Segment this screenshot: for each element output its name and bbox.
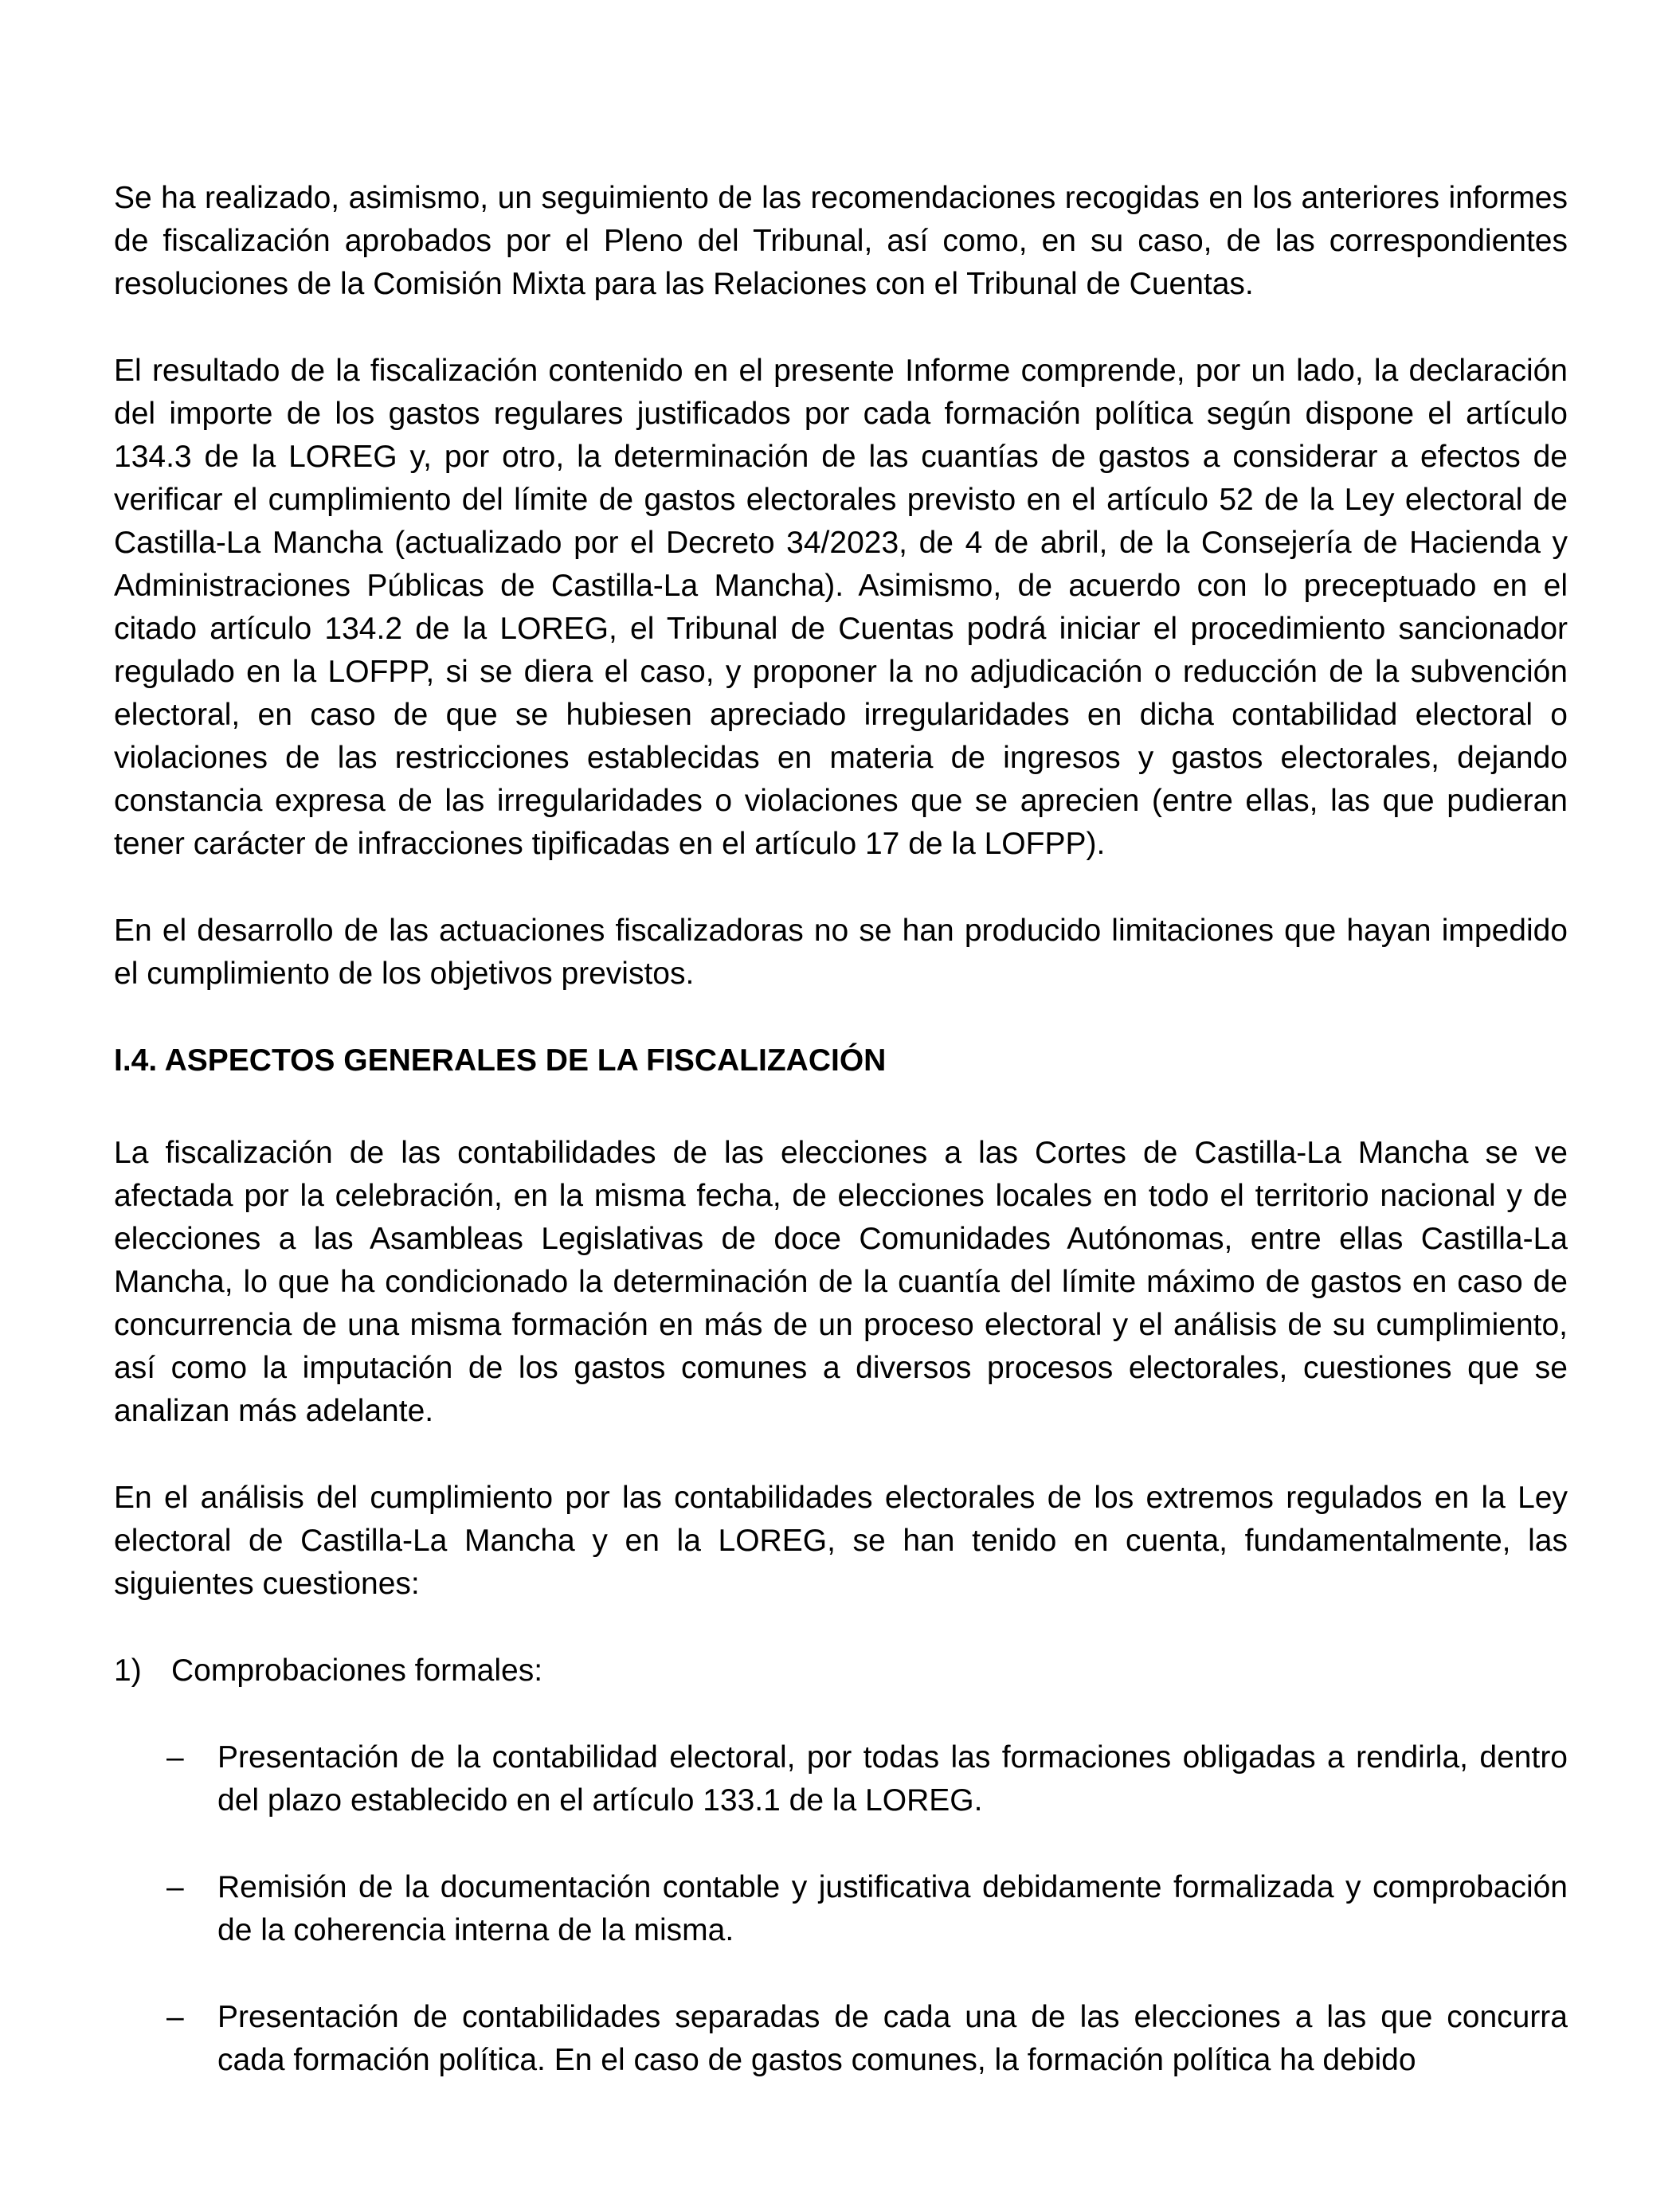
numbered-list-item-1 [114,1649,1568,1692]
list-item-label: Comprobaciones formales: [171,1653,543,1688]
paragraph-fiscalizacion-contabilidades: La fiscalización de las contabilidades de las elecciones a las Cortes de Castilla-La Mancha se ve afectada por la celebración, en la misma fecha, de elecciones locales en todo el territorio nacional y de elecciones a las Asambleas Legislativas de doce Comunidades Autónomas, entre ellas Castilla-La Mancha, lo que ha condicionado la determinación de la cuantía del límite máximo de gastos en caso de concurrencia de una misma formación en más de un proceso electoral y el análisis de su cumplimiento, así como la imputación de los gastos comunes a diversos procesos electorales, cuestiones que se analizan más adelante. [114,1136,1568,1428]
paragraph-limitaciones: En el desarrollo de las actuaciones fiscalizadoras no se han producido limitaciones que hayan impedido el cumplimiento de los objetivos previstos. [114,914,1568,991]
paragraph-seguimiento-recomendaciones: Se ha realizado, asimismo, un seguimiento de las recomendaciones recogidas en los anteriores informes de fiscalización aprobados por el Pleno del Tribunal, así como, en su caso, de las correspondientes resoluciones de la Comisión Mixta para las Relaciones con el Tribunal de Cuentas. [114,181,1568,301]
bullet-item-contabilidades-separadas [114,1996,1568,2082]
bullet-text: Remisión de la documentación contable y justificativa debidamente formalizada y comprobación de la coherencia interna de la misma. [217,1870,1568,1947]
bullet-text: Presentación de la contabilidad electoral, por todas las formaciones obligadas a rendirla, dentro del plazo establecido en el artículo 133.1 de la LOREG. [217,1740,1568,1818]
dash-bullet-icon: – [166,1870,184,1904]
bullet-item-remision-documentacion [114,1866,1568,1952]
dash-bullet-icon: – [166,1740,184,1775]
paragraph-resultado-fiscalizacion: El resultado de la fiscalización contenido en el presente Informe comprende, por un lado, la declaración del importe de los gastos regulares justificados por cada formación política según dispone el artículo 134.3 de la LOREG y, por otro, la determinación de las cuantías de gastos a considerar a efectos de verificar el cumplimiento del límite de gastos electorales previsto en el artículo 52 de la Ley electoral de Castilla-La Mancha (actualizado por el Decreto 34/2023, de 4 de abril, de la Consejería de Hacienda y Administraciones Públicas de Castilla-La Mancha). Asimismo, de acuerdo con lo preceptuado en el citado artículo 134.2 de la LOREG, el Tribunal de Cuentas podrá iniciar el procedimiento sancionador regulado en la LOFPP, si se diera el caso, y proponer la no adjudicación o reducción de la subvención electoral, en caso de que se hubiesen apreciado irregularidades en dicha contabilidad electoral o violaciones de las restricciones establecidas en materia de ingresos y gastos electorales, dejando constancia expresa de las irregularidades o violaciones que se aprecien (entre ellas, las que pudieran tener carácter de infracciones tipificadas en el artículo 17 de la LOFPP). [114,354,1568,861]
section-heading-i4: I.4. ASPECTOS GENERALES DE LA FISCALIZACIÓN [114,1043,887,1078]
paragraph-analisis-cumplimiento: En el análisis del cumplimiento por las contabilidades electorales de los extremos regulados en la Ley electoral de Castilla-La Mancha y en la LOREG, se han tenido en cuenta, fundamentalmente, las siguientes cuestiones: [114,1481,1568,1601]
bullet-item-presentacion-contabilidad [114,1736,1568,1822]
bullet-text: Presentación de contabilidades separadas de cada una de las elecciones a las que concurra cada formación política. En el caso de gastos comunes, la formación política ha debido [217,2000,1568,2077]
dash-bullet-icon: – [166,2000,184,2034]
list-item-number: 1) [114,1653,142,1688]
